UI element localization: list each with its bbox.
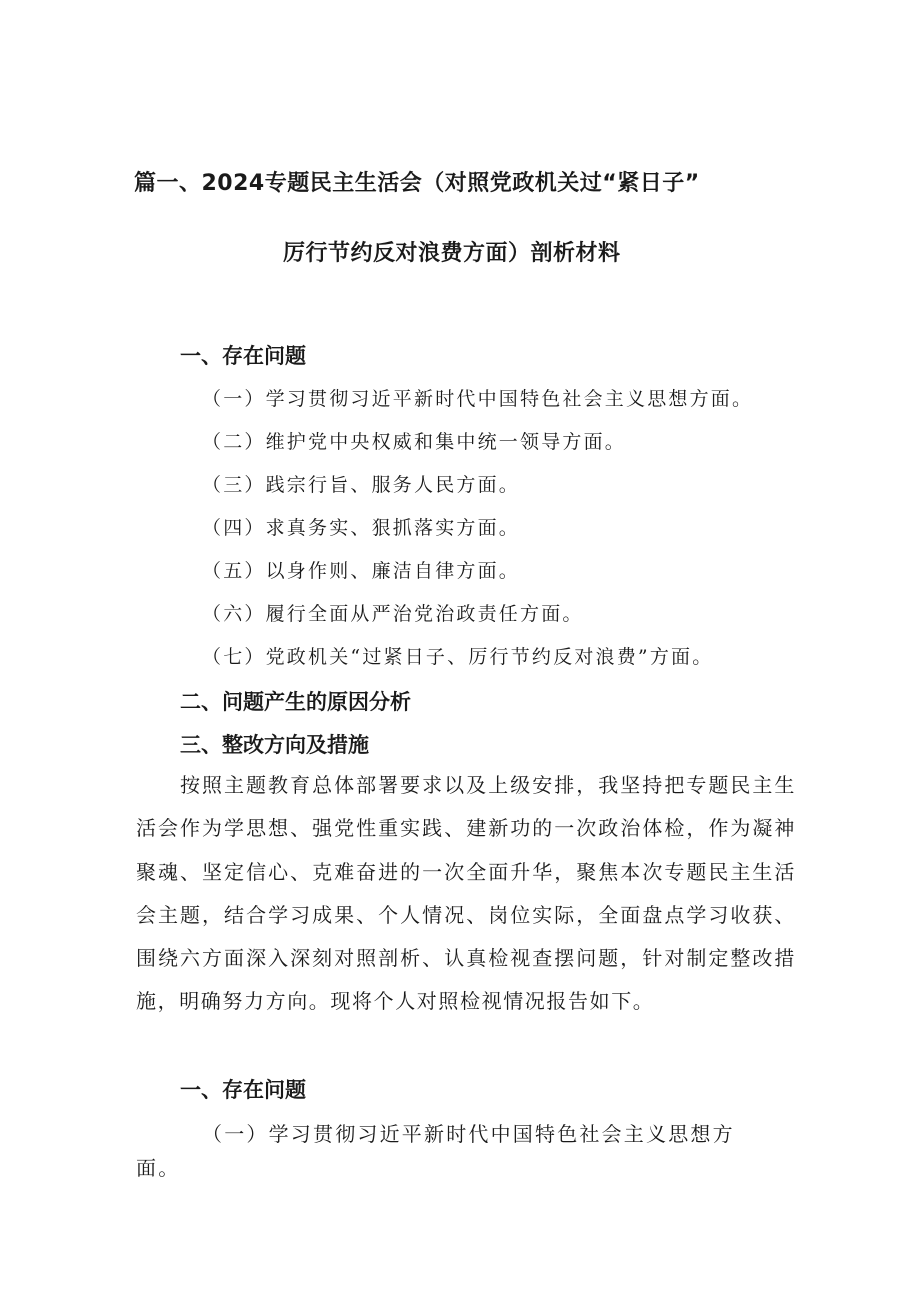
- problem-item-6: （六）履行全面从严治党治政责任方面。: [202, 603, 584, 625]
- problem-item-3: （三）践宗行旨、服务人民方面。: [202, 474, 521, 496]
- problem-item-5: （五）以身作则、廉洁自律方面。: [202, 560, 521, 582]
- document-title-line-2: 厉行节约反对浪费方面）剖析材料: [283, 241, 621, 266]
- problem-item-7: （七）党政机关“过紧日子、厉行节约反对浪费”方面。: [202, 646, 714, 668]
- section-heading-problems: 一、存在问题: [180, 344, 306, 368]
- problem-item-4: （四）求真务实、狠抓落实方面。: [202, 517, 521, 539]
- section-heading-problems-repeat: 一、存在问题: [180, 1078, 306, 1102]
- problem-item-2: （二）维护党中央权威和集中统一领导方面。: [202, 431, 627, 453]
- section-heading-causes: 二、问题产生的原因分析: [180, 690, 411, 714]
- section-heading-rectification: 三、整改方向及措施: [180, 733, 369, 757]
- problem-item-1: （一）学习贯彻习近平新时代中国特色社会主义思想方面。: [202, 388, 754, 410]
- document-title-line-1: 篇一、2024专题民主生活会（对照党政机关过“紧日子”: [134, 171, 700, 196]
- problem-item-1-repeat: （一）学习贯彻习近平新时代中国特色社会主义思想方面。: [136, 1122, 735, 1180]
- intro-paragraph: 按照主题教育总体部署要求以及上级安排，我坚持把专题民主生活会作为学思想、强党性重实践、建新功的一次政治体检，作为凝神聚魂、坚定信心、克难奋进的一次全面升华，聚焦本次专题民主生活会主题，结合学习成果、个人情况、岗位实际，全面盘点学习收获、围绕六方面深入深刻对照剖析、认真检视查摆问题，针对制定整改措施，明确努力方向。现将个人对照检视情况报告如下。: [136, 773, 796, 1014]
